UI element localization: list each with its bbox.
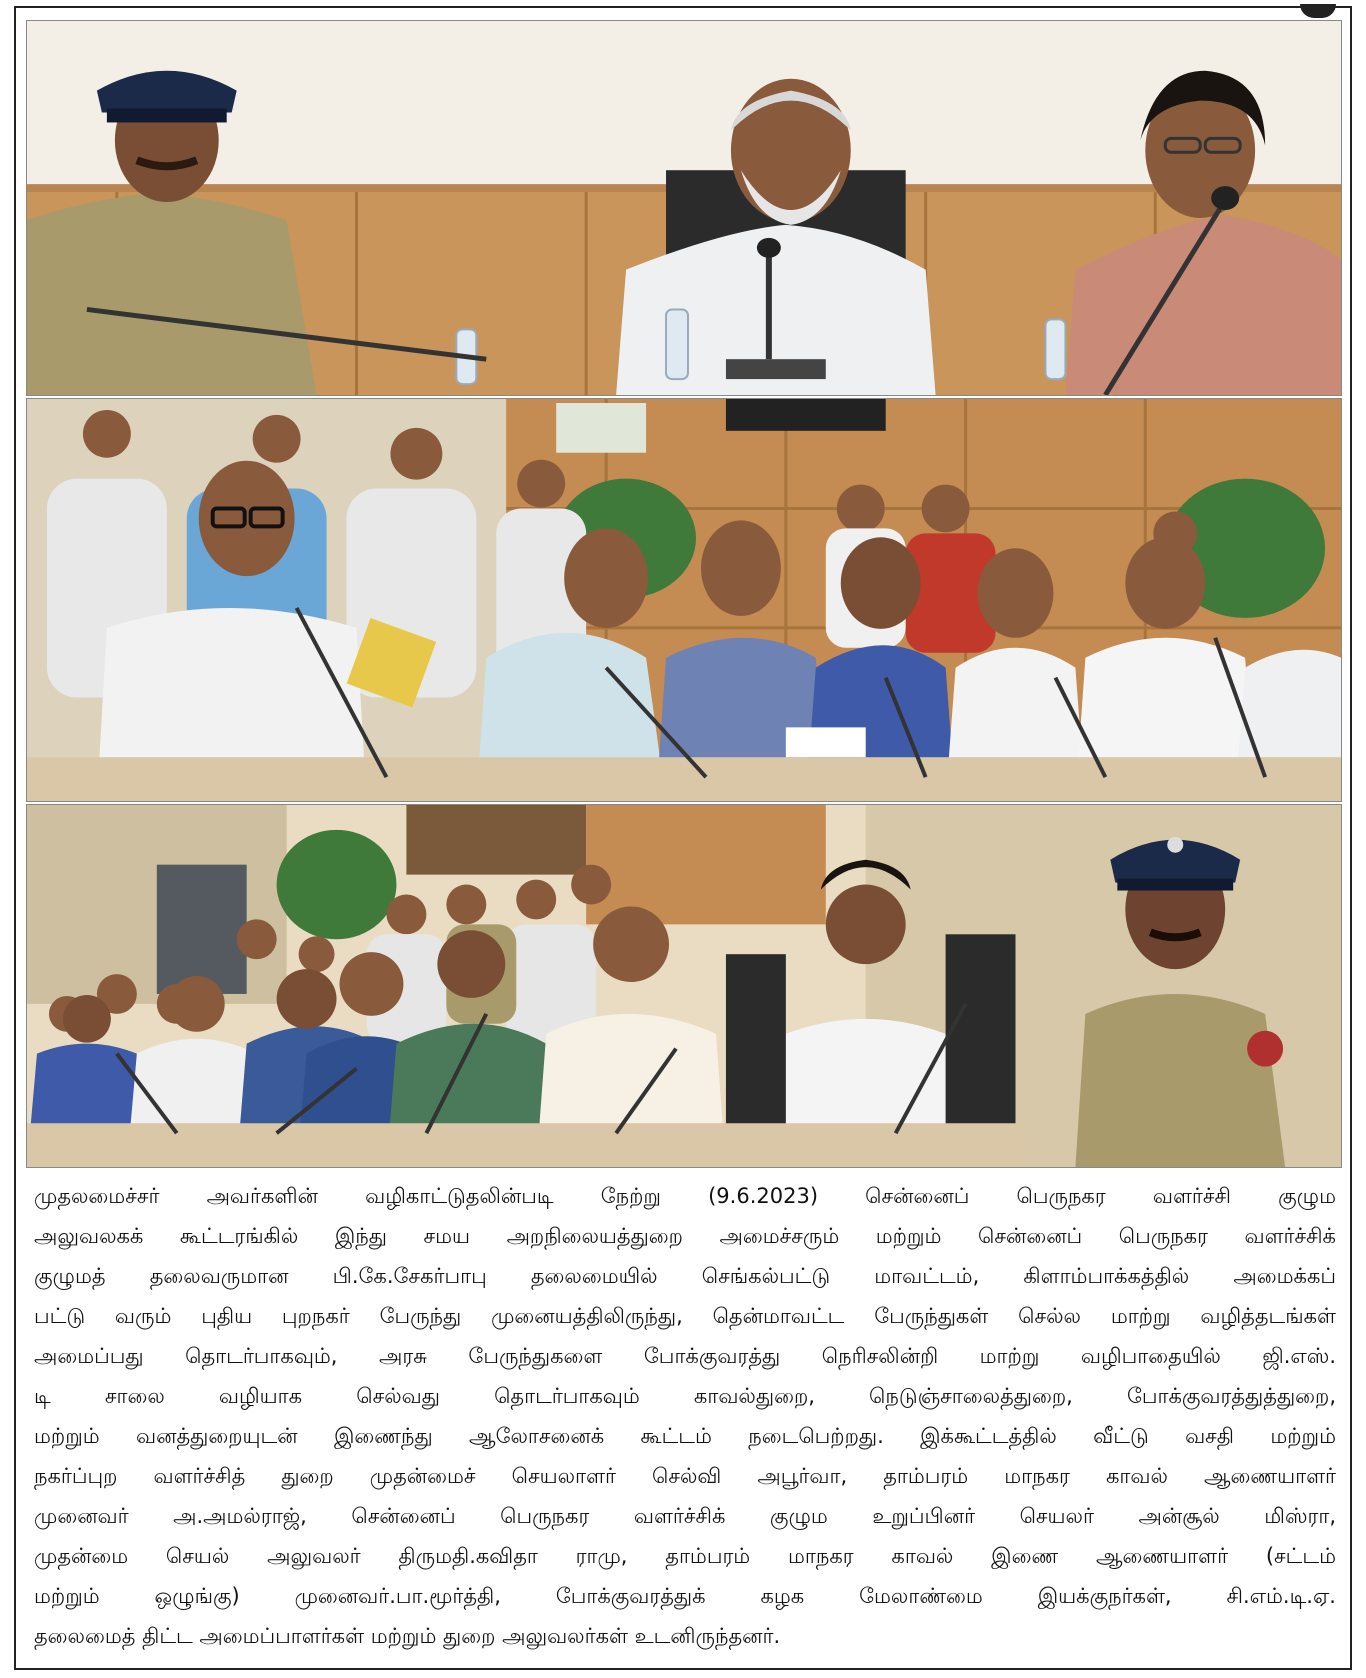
caption-line: அமைப்பது தொடர்பாகவும், அரசு பேருந்துகளை போக்குவரத்து நெரிசலின்றி மாற்று வழிபாதையில் ஜி.எஸ். (34, 1344, 1336, 1368)
caption-text (34, 1176, 1336, 1656)
caption-line: மற்றும் ஒழுங்கு) முனைவர்.பா.மூர்த்தி, போக்குவரத்துக் கழக மேலாண்மை இயக்குநர்கள், சி.எம்.டி.ஏ. (34, 1584, 1336, 1608)
photo-bottom-image (27, 805, 1341, 1167)
caption-line: அலுவலகக் கூட்டரங்கில் இந்து சமய அறநிலையத்துறை அமைச்சரும் மற்றும் சென்னைப் பெருநகர வளர்ச்சிக் (34, 1224, 1336, 1248)
photo-bottom (26, 804, 1342, 1168)
caption-line: தலைமைத் திட்ட அமைப்பாளர்கள் மற்றும் துறை அலுவலர்கள் உடனிருந்தனர். (34, 1624, 781, 1648)
caption-line: நகர்ப்புற வளர்ச்சித் துறை முதன்மைச் செயலாளர் செல்வி அபூர்வா, தாம்பரம் மாநகர காவல் ஆணையாளர் (34, 1464, 1336, 1488)
newspaper-clipping (14, 6, 1352, 1670)
photo-middle (26, 398, 1342, 802)
photo-top-image (27, 21, 1341, 395)
caption-line: முதன்மை செயல் அலுவலர் திருமதி.கவிதா ராமு, தாம்பரம் மாநகர காவல் இணை ஆணையாளர் (சட்டம் (34, 1544, 1336, 1568)
caption-line: முனைவர் அ.அமல்ராஜ், சென்னைப் பெருநகர வளர்ச்சிக் குழும உறுப்பினர் செயலர் அன்சூல் மிஸ்ரா, (34, 1504, 1336, 1528)
corner-mark (1300, 4, 1336, 18)
caption-line: மற்றும் வனத்துறையுடன் இணைந்து ஆலோசனைக் கூட்டம் நடைபெற்றது. இக்கூட்டத்தில் வீட்டு வசதி மற்றும் (34, 1424, 1336, 1448)
caption-line: பட்டு வரும் புதிய புறநகர் பேருந்து முனையத்திலிருந்து, தென்மாவட்ட பேருந்துகள் செல்ல மாற்று வழித்தடங்கள் (34, 1304, 1336, 1328)
caption-line: முதலமைச்சர் அவர்களின் வழிகாட்டுதலின்படி நேற்று (9.6.2023) சென்னைப் பெருநகர வளர்ச்சி குழும (34, 1184, 1336, 1208)
caption-line: டி சாலை வழியாக செல்வது தொடர்பாகவும் காவல்துறை, நெடுஞ்சாலைத்துறை, போக்குவரத்துத்துறை, (34, 1384, 1336, 1408)
photo-middle-image (27, 399, 1341, 801)
photo-top (26, 20, 1342, 396)
caption-line: குழுமத் தலைவருமான பி.கே.சேகர்பாபு தலைமையில் செங்கல்பட்டு மாவட்டம், கிளாம்பாக்கத்தில் அமைக்கப் (34, 1264, 1336, 1288)
